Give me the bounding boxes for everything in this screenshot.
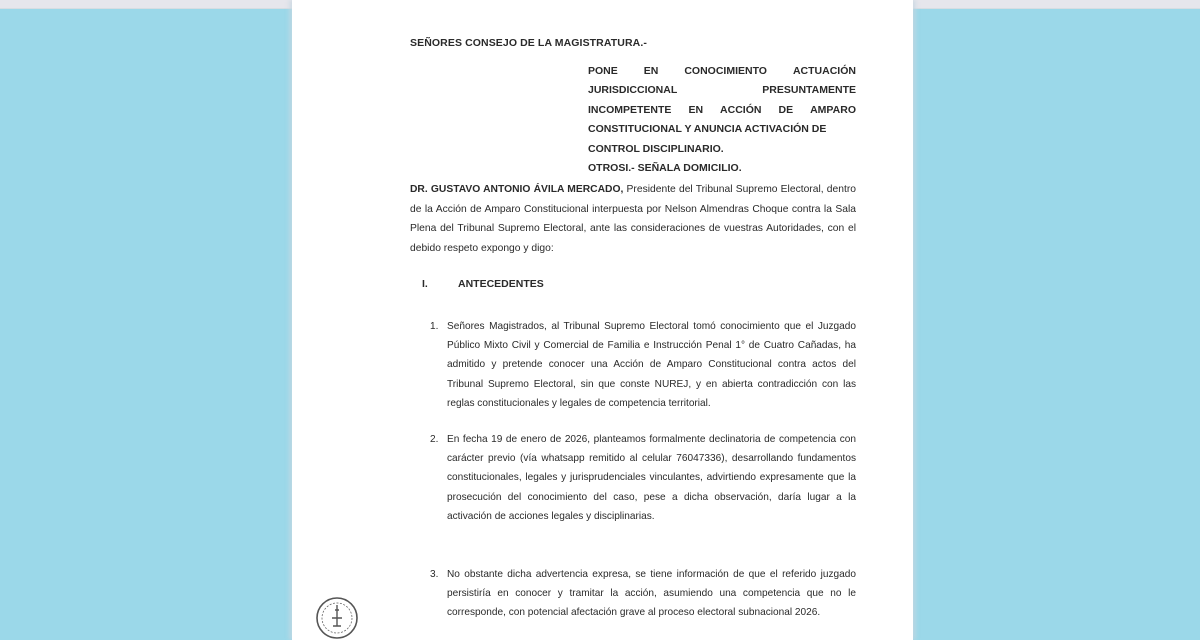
summa-word: CONTROL DISCIPLINARIO. bbox=[588, 142, 724, 155]
item-number: 1. bbox=[430, 321, 439, 332]
summa-word: DE bbox=[778, 103, 794, 116]
summa-line bbox=[588, 62, 856, 81]
section-heading bbox=[422, 278, 544, 290]
seal-icon bbox=[315, 596, 359, 640]
section-title: ANTECEDENTES bbox=[458, 278, 544, 290]
list-item bbox=[430, 430, 856, 526]
summa-line bbox=[588, 101, 856, 120]
summa-line bbox=[588, 159, 856, 178]
summa-word: PONE bbox=[588, 65, 618, 77]
item-text: Señores Magistrados, al Tribunal Supremo Electoral tomó conocimiento que el Juzgado Público Mixto Civil y Comercial de Familia e Instrucción Penal 1° de Cuatro Cañadas, ha admitido y pretende conocer una Acción de Amparo Constitucional contra actos del Tribunal Supremo Electoral, sin que conste NUREJ, y en abierta contradicción con las reglas constitucionales y legales de competencia territorial. bbox=[447, 321, 856, 409]
list-item bbox=[430, 317, 856, 413]
summa-word: ACTUACIÓN bbox=[792, 65, 856, 77]
summa-line bbox=[588, 81, 856, 100]
item-text: En fecha 19 de enero de 2026, planteamos formalmente declinatoria de competencia con carácter previo (vía whatsapp remitido al celular 76047336), desarrollando fundamentos constitucionales, legales y jurisprudenciales vinculantes, advirtiendo expresamente que la prosecución del conocimiento del caso, pese a dicha observación, daría lugar a la activación de acciones legales y disciplinarias. bbox=[447, 434, 856, 522]
intro-paragraph bbox=[410, 180, 856, 258]
item-number: 2. bbox=[430, 434, 439, 445]
summa-word: EN bbox=[643, 65, 659, 77]
summa-word: ACCIÓN bbox=[720, 103, 762, 116]
addressee: SEÑORES CONSEJO DE LA MAGISTRATURA.- bbox=[410, 37, 647, 49]
summa-word: CONSTITUCIONAL Y ANUNCIA ACTIVACIÓN DE bbox=[588, 123, 827, 136]
summa-word: CONOCIMIENTO bbox=[684, 65, 767, 77]
summa-word: OTROSI.- SEÑALA DOMICILIO. bbox=[588, 162, 742, 175]
author-name: DR. GUSTAVO ANTONIO ÁVILA MERCADO, bbox=[410, 184, 624, 195]
summa-word: JURISDICCIONAL bbox=[588, 84, 678, 97]
item-number: 3. bbox=[430, 569, 439, 580]
summa-line bbox=[588, 120, 856, 139]
summa-block bbox=[588, 62, 856, 178]
summa-word: EN bbox=[688, 103, 704, 116]
list-item bbox=[430, 565, 856, 623]
summa-word: AMPARO bbox=[810, 103, 856, 116]
intro-text: Presidente del Tribunal Supremo Electoral, dentro de la Acción de Amparo Constitucional interpuesta por Nelson Almendras Choque contra la Sala Plena del Tribunal Supremo Electoral, ante las consideraciones de vuestras Autoridades, con el debido respeto expongo y digo: bbox=[410, 184, 856, 254]
item-text: No obstante dicha advertencia expresa, se tiene información de que el referido juzgado persistiría en conocer y tramitar la acción, asumiendo una competencia que no le corresponde, con potencial afectación grave al proceso electoral subnacional 2026. bbox=[447, 569, 856, 619]
section-number: I. bbox=[422, 278, 428, 290]
summa-word: INCOMPETENTE bbox=[588, 103, 672, 116]
document-page bbox=[292, 0, 913, 640]
summa-word: PRESUNTAMENTE bbox=[762, 84, 856, 97]
summa-line bbox=[588, 140, 856, 159]
